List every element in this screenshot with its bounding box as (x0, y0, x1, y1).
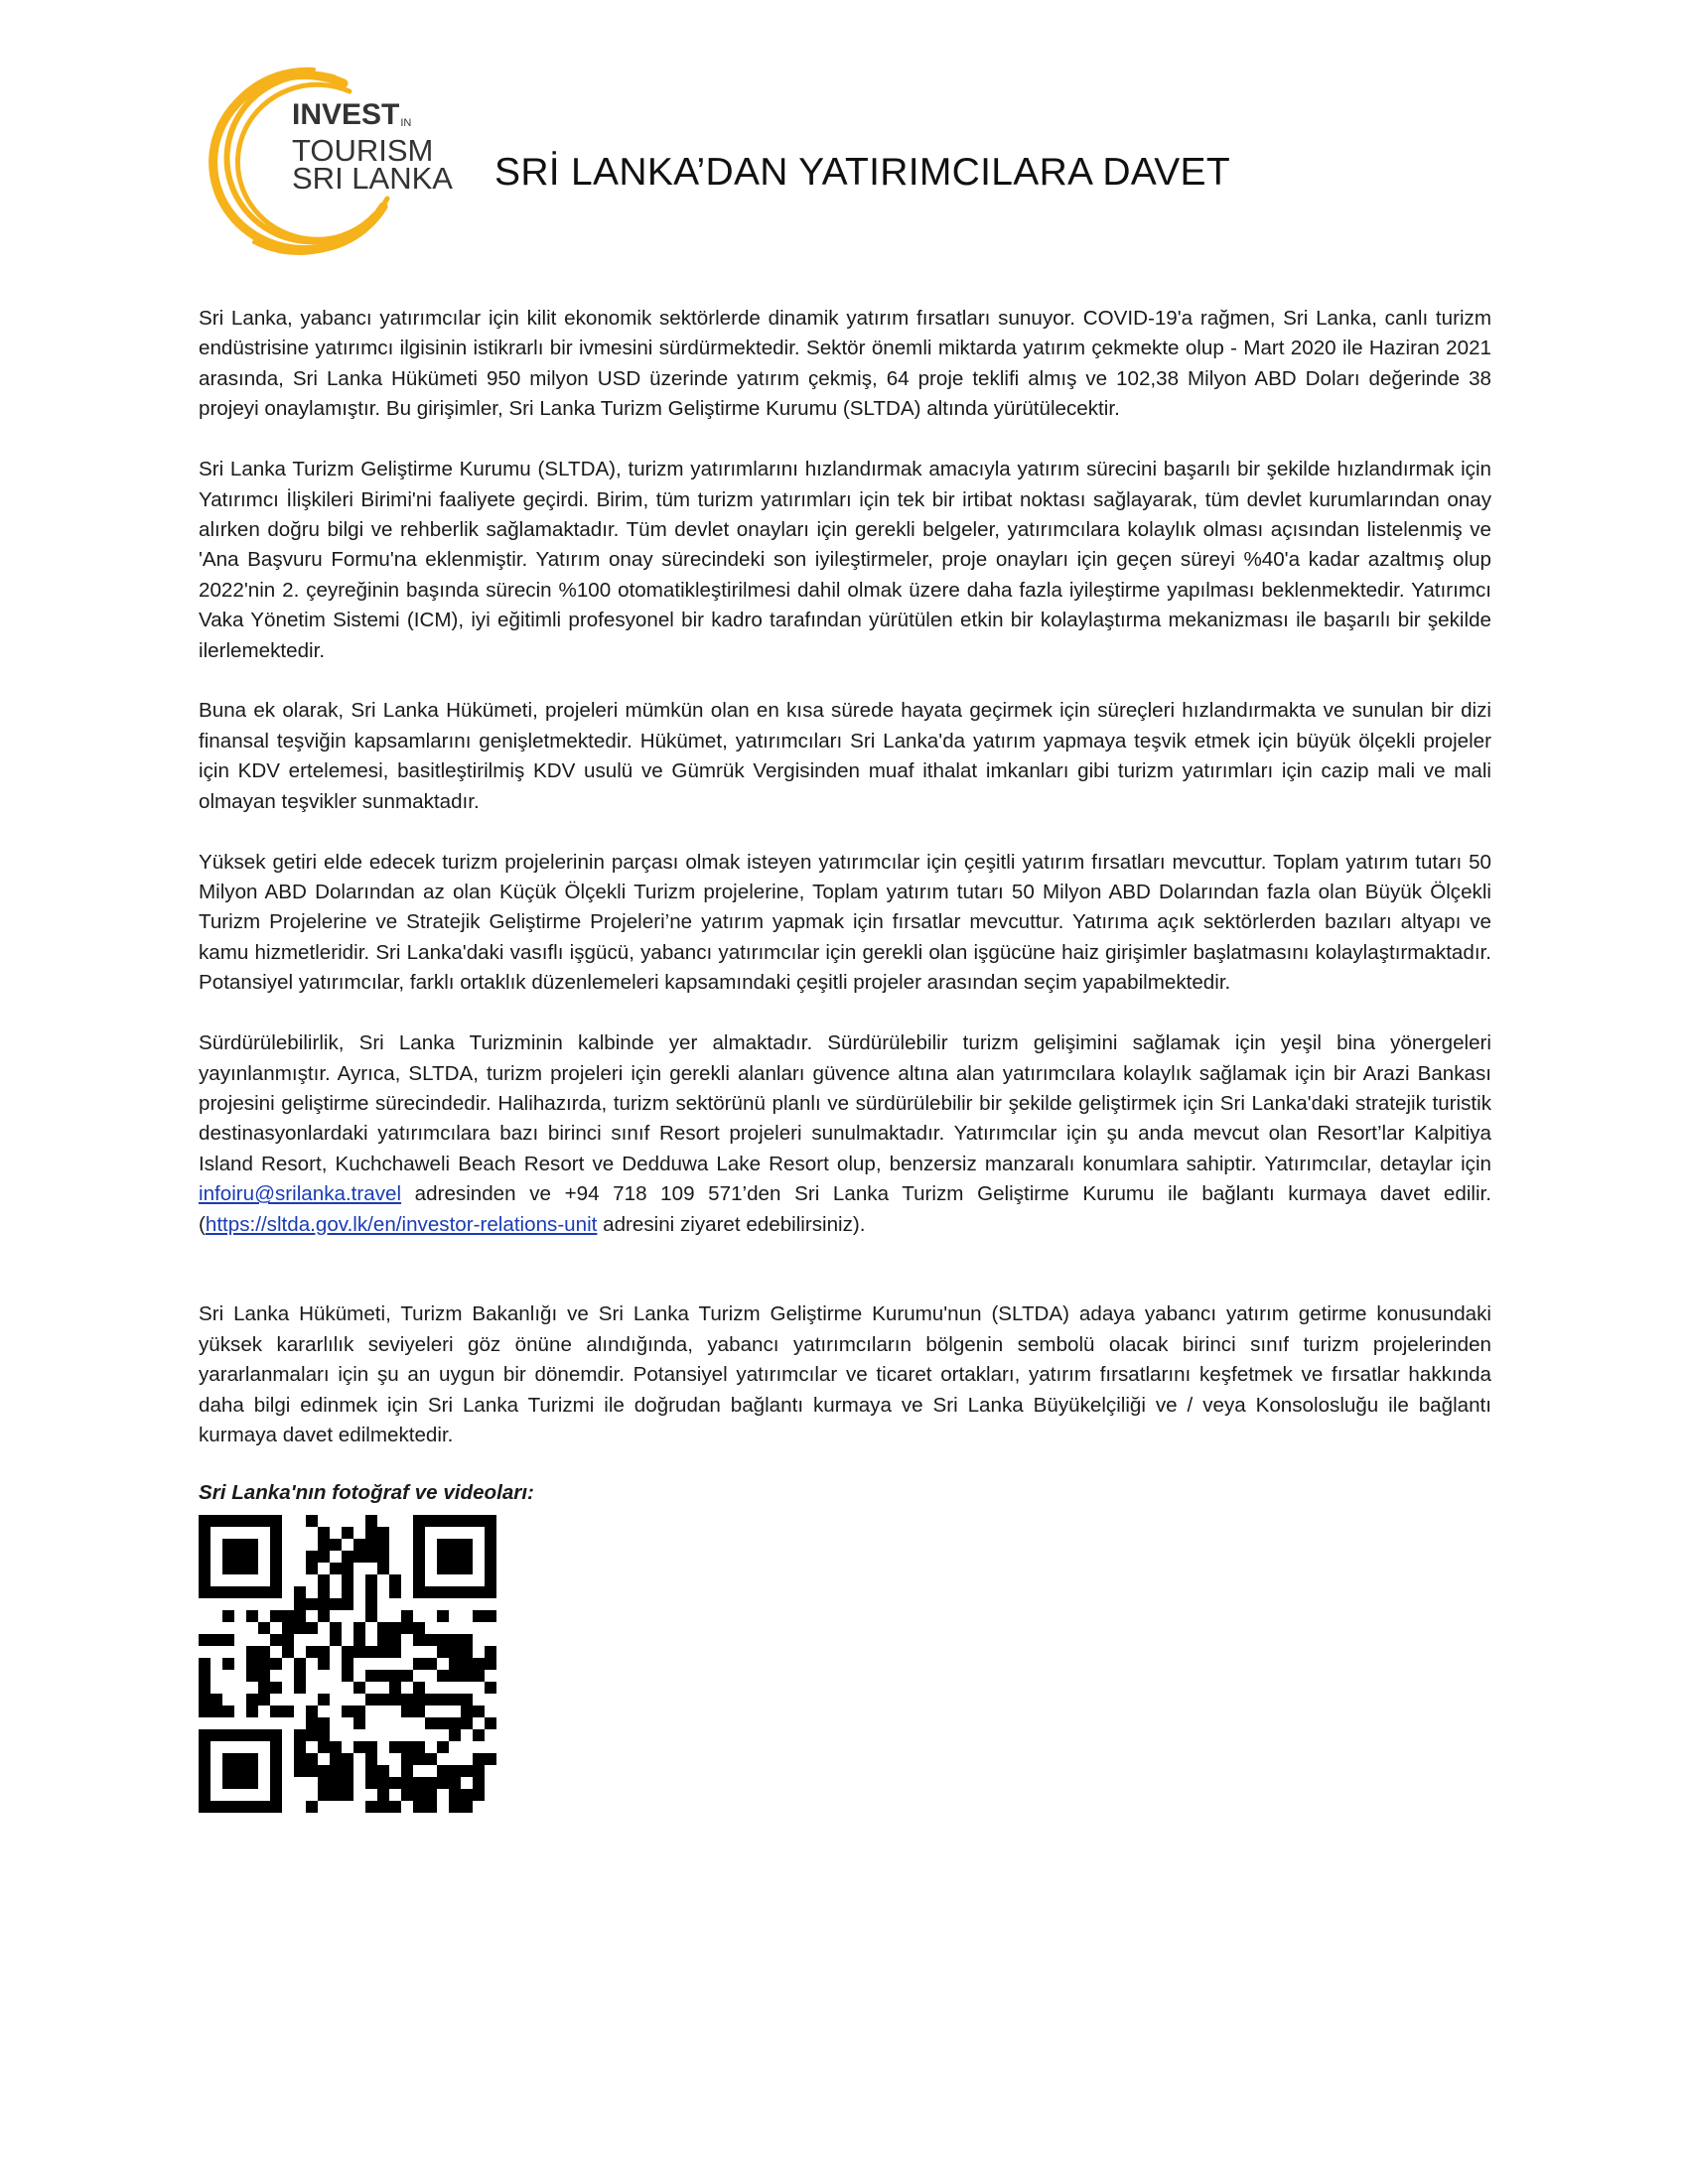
email-link[interactable]: infoiru@srilanka.travel (199, 1182, 402, 1206)
investor-relations-link[interactable]: https://sltda.gov.lk/en/investor-relations-unit (205, 1212, 598, 1236)
logo-line-tourism: TOURISM (292, 133, 434, 168)
paragraph-invitation: Sri Lanka Hükümeti, Turizm Bakanlığı ve Sri Lanka Turizm Geliştirme Kurumu'nun (SLTDA) adaya yabancı yatırım getirme konusundaki yüksek kararlılık seviyeleri göz önüne alındığında, yabancı yatırımcıların bölgenin sembolü olacak birinci sınıf turizm projelerinden yararlanmaları için şu an uygun bir dönemdir. Potansiyel yatırımcılar ve ticaret ortakları, yatırım fırsatlarını keşfetmek ve fırsatlar hakkında daha bilgi edinmek için Sri Lanka Turizmi ile doğrudan bağlantı kurmaya ve Sri Lanka Büyükelçiliği ve / veya Konsolosluğu ile bağlantı kurmaya davet edilmektedir. (199, 1302, 1491, 1447)
paragraph-opportunities: Yüksek getiri elde edecek turizm projelerinin parçası olmak isteyen yatırımcılar için çeşitli yatırım fırsatları mevcuttur. Toplam yatırım tutarı 50 Milyon ABD Dolarından az olan Küçük Ölçekli Turizm projelerine, Toplam yatırım tutarı 50 Milyon ABD Dolarından fazla olan Büyük Ölçekli Turizm Projelerine ve Stratejik Geliştirme Projeleri’ne yatırım yapmak için fırsatlar mevcuttur. Yatırıma açık sektörlerden bazıları altyapı ve kamu hizmetleridir. Sri Lanka'daki vasıflı işgücü, yabancı yatırımcılar için gerekli olan işgücüne haiz girişimler başlatmasını kolaylaştırmaktadır. Potansiyel yatırımcılar, farklı ortaklık düzenlemeleri kapsamındaki çeşitli projeler arasından seçim yapabilmektedir. (199, 850, 1491, 995)
spacer (199, 1270, 1491, 1299)
paragraph-sustainability (199, 1028, 1491, 1240)
logo-line-srilanka: SRI LANKA (292, 161, 453, 196)
logo-line-in: IN (400, 117, 412, 129)
media-caption: Sri Lanka'nın fotoğraf ve videoları: (199, 1481, 534, 1504)
document-body (199, 304, 1491, 1813)
logo-wordmark (292, 98, 453, 196)
paragraph-sustainability-text-a: Sürdürülebilirlik, Sri Lanka Turizminin kalbinde yer almaktadır. Sürdürülebilir turizm gelişimini sağlamak için yeşil bina yönergeleri yayınlanmıştır. Ayrıca, SLTDA, turizm projeleri için gerekli alanları güvence altına alan yatırımcılara kolaylık sağlamak için bir Arazi Bankası projesini geliştirme sürecindedir. Halihazırda, turizm sektörünü planlı ve sürdürülebilir bir şekilde geliştirmek için Sri Lanka'daki stratejik turistik destinasyonlardaki yatırımcılara bazı birinci sınıf Resort projeleri sunulmaktadır. Yatırımcılar için şu anda mevcut olan Resort’lar Kalpitiya Island Resort, Kuchchaweli Beach Resort ve Dedduwa Lake Resort olup, benzersiz manzaralı konumlara sahiptir. Yatırımcılar, detaylar için (199, 1031, 1491, 1175)
paragraph-sustainability-text-c: adresini ziyaret edebilirsiniz). (597, 1212, 866, 1236)
paragraph-sltda: Sri Lanka Turizm Geliştirme Kurumu (SLTDA), turizm yatırımlarını hızlandırmak amacıyla yatırım sürecini başarılı bir şekilde hızlandırmak için Yatırımcı İlişkileri Birimi'ni faaliyete geçirdi. Birim, tüm turizm yatırımları için tek bir irtibat noktası sağlayarak, tüm devlet kurumlarından onay alırken doğru bilgi ve rehberlik sağlamaktadır. Tüm devlet onayları için gerekli belgeler, yatırımcılara kolaylık olması açısından listelenmiş ve 'Ana Başvuru Formu'na eklenmiştir. Yatırım onay sürecindeki son iyileştirmeler, proje onayları için geçen süreyi %40'a kadar azaltmış olup 2022'nin 2. çeyreğinin başında sürecin %100 otomatikleştirilmesi dahil olmak üzere daha fazla iyileştirme yapılması beklenmektedir. Yatırımcı Vaka Yönetim Sistemi (ICM), iyi eğitimli profesyonel bir kadro tarafından yürütülen etkin bir kolaylaştırma mekanizması ile başarılı bir şekilde ilerlemektedir. (199, 458, 1491, 662)
page-title: SRİ LANKA’DAN YATIRIMCILARA DAVET (494, 151, 1230, 194)
paragraph-incentives: Buna ek olarak, Sri Lanka Hükümeti, projeleri mümkün olan en kısa sürede hayata geçirmek için süreçleri hızlandırmakta ve sunulan bir dizi finansal teşviğin kapsamlarını genişletmektedir. Hükümet, yatırımcıları Sri Lanka'da yatırım yapmaya teşvik etmek için büyük ölçekli projeler için KDV ertelemesi, basitleştirilmiş KDV usulü ve Gümrük Vergisinden muaf ithalat imkanları gibi turizm yatırımları için cazip mali ve mali olmayan teşvikler sunmaktadır. (199, 699, 1491, 813)
qr-code-icon[interactable] (199, 1515, 496, 1813)
invest-in-tourism-logo (195, 58, 463, 256)
logo-line-invest: INVEST (292, 98, 400, 131)
paragraph-intro: Sri Lanka, yabancı yatırımcılar için kilit ekonomik sektörlerde dinamik yatırım fırsatları sunuyor. COVID-19'a rağmen, Sri Lanka, canlı turizm endüstrisine yatırımcı ilgisinin istikrarlı bir ivmesini sürdürmektedir. Sektör önemli miktarda yatırım çekmekte olup - Mart 2020 ile Haziran 2021 arasında, Sri Lanka Hükümeti 950 milyon USD üzerinde yatırım çekmiş, 64 proje teklifi almış ve 102,38 Milyon ABD Doları değerinde 38 projeyi onaylamıştır. Bu girişimler, Sri Lanka Turizm Geliştirme Kurumu (SLTDA) altında yürütülecektir. (199, 307, 1491, 421)
paragraph-sustainability-text-b: adresinden ve +94 718 109 571’den Sri Lanka Turizm Geliştirme Kurumu ile bağlantı kurmaya davet edilir. ( (199, 1182, 1491, 1236)
